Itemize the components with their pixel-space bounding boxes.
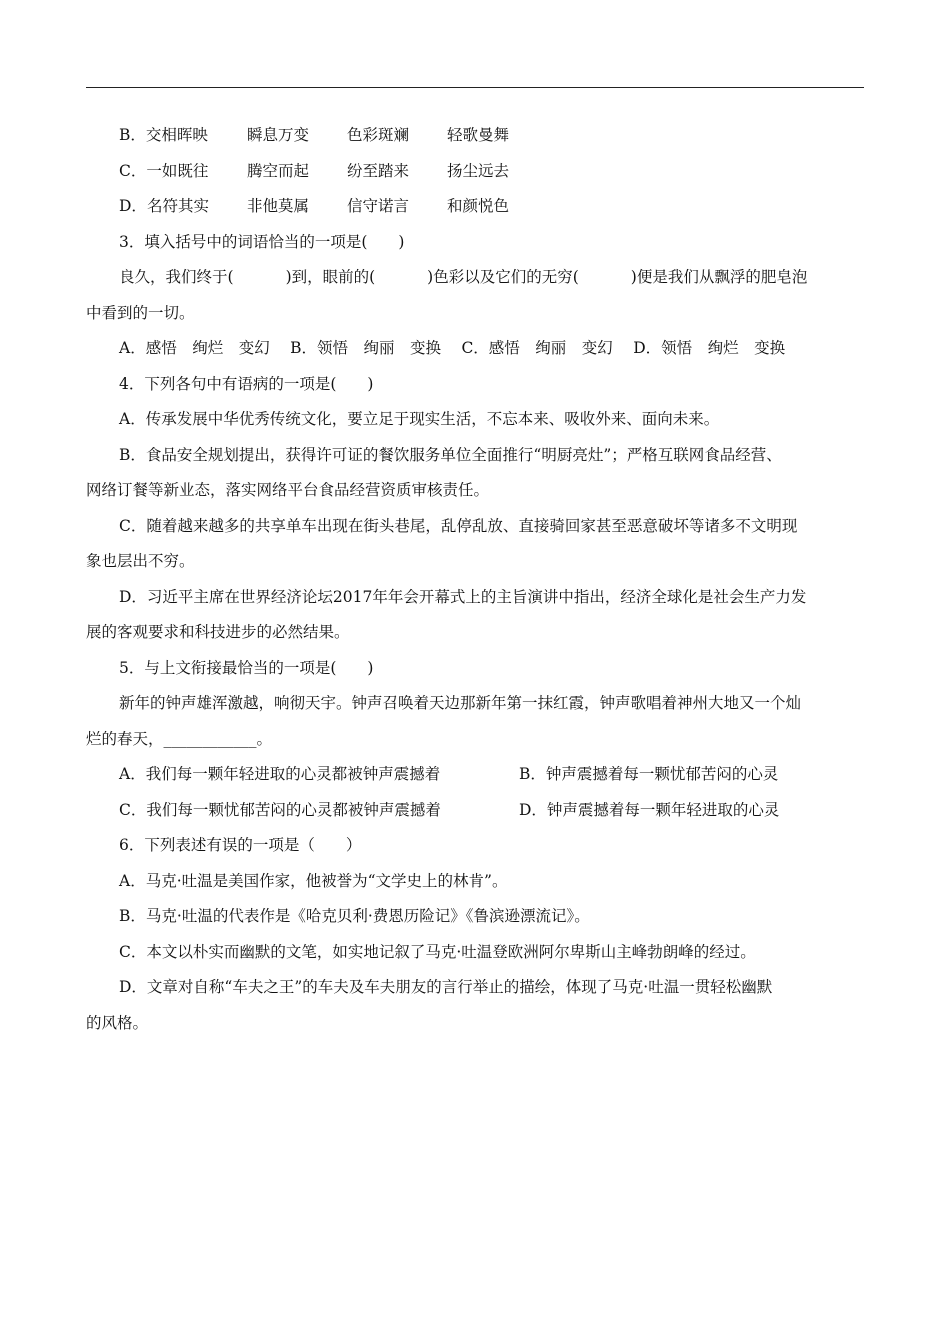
q5-options-row1 <box>86 757 864 793</box>
q3-options: A．感悟 绚烂 变幻 B．领悟 绚丽 变换 C．感悟 绚丽 变幻 D．领悟 绚烂 变换 <box>119 339 786 357</box>
header-rule <box>86 87 864 88</box>
q4-option-b-line1: B．食品安全规划提出，获得许可证的餐饮服务单位全面推行“明厨亮灶”；严格互联网食品经营、 <box>119 445 782 464</box>
q6-stem: 6．下列表述有误的一项是（ ） <box>119 836 362 854</box>
option-label: C． <box>119 161 147 180</box>
q5-option-a: A．我们每一颗年轻进取的心灵都被钟声震撼着 <box>119 765 441 783</box>
prev-option-c <box>86 154 864 190</box>
option-word: 轻歌曼舞 <box>447 126 510 144</box>
q3-passage-line2: 中看到的一切。 <box>86 303 195 322</box>
q4-option-b-line2: 网络订餐等新业态，落实网络平台食品经营资质审核责任。 <box>86 481 490 499</box>
option-word: 纷至踏来 <box>347 161 410 180</box>
prev-option-d <box>86 189 864 225</box>
q4-stem: 4．下列各句中有语病的一项是( ) <box>119 374 374 393</box>
q6-option-d-line2: 的风格。 <box>86 1013 149 1032</box>
q6-option-d-line1: D．文章对自称“车夫之王”的车夫及车夫朋友的言行举止的描绘，体现了马克·吐温一贯轻松幽默 <box>119 978 773 996</box>
q6-option-a: A．马克·吐温是美国作家，他被誉为“文学史上的林肯”。 <box>119 871 508 890</box>
q3-passage-part: )到，眼前的( <box>285 268 376 286</box>
option-word: 名符其实 <box>146 197 209 215</box>
option-label: B． <box>119 126 146 144</box>
q4-option-d-line1: D．习近平主席在世界经济论坛2017年年会开幕式上的主旨演讲中指出，经济全球化是社会生产力发 <box>119 587 807 606</box>
option-word: 色彩斑斓 <box>347 126 410 144</box>
q5-passage-line2: 烂的春天，____________。 <box>86 729 273 748</box>
q6-option-b: B．马克·吐温的代表作是《哈克贝利·费恩历险记》《鲁滨逊漂流记》。 <box>119 907 590 925</box>
q3-passage-part: )色彩以及它们的无穷( <box>427 268 579 286</box>
option-word: 信守诺言 <box>347 197 410 215</box>
q4-option-d-line2: 展的客观要求和科技进步的必然结果。 <box>86 623 350 641</box>
q5-options-row2 <box>86 793 864 829</box>
q6-option-c: C．本文以朴实而幽默的文笔，如实地记叙了马克·吐温登欧洲阿尔卑斯山主峰勃朗峰的经过。 <box>119 942 756 961</box>
option-word: 瞬息万变 <box>247 126 310 144</box>
option-word: 腾空而起 <box>247 161 310 180</box>
q5-option-d: D．钟声震撼着每一颗年轻进取的心灵 <box>519 800 780 819</box>
q3-stem: 3．填入括号中的词语恰当的一项是( ) <box>119 232 405 251</box>
q5-option-c: C．我们每一颗忧郁苦闷的心灵都被钟声震撼着 <box>119 800 441 819</box>
q3-passage-part: 良久，我们终于( <box>119 268 234 286</box>
q5-option-b: B．钟声震撼着每一颗忧郁苦闷的心灵 <box>519 765 779 783</box>
q3-passage-line1 <box>86 260 864 296</box>
option-word: 和颜悦色 <box>447 197 510 215</box>
q4-option-a: A．传承发展中华优秀传统文化，要立足于现实生活，不忘本来、吸收外来、面向未来。 <box>119 410 720 428</box>
option-label: D． <box>119 197 147 215</box>
option-word: 交相晖映 <box>145 126 208 144</box>
option-word: 非他莫属 <box>247 197 310 215</box>
q4-option-c-line2: 象也层出不穷。 <box>86 552 195 570</box>
worksheet-page <box>86 118 864 1041</box>
q5-passage-line1: 新年的钟声雄浑激越，响彻天宇。钟声召唤着天边那新年第一抹红霞，钟声歌唱着神州大地又一个灿 <box>119 694 802 712</box>
q4-option-c-line1: C．随着越来越多的共享单车出现在街头巷尾，乱停乱放、直接骑回家甚至恶意破坏等诸多不文明现 <box>119 516 798 535</box>
option-word: 扬尘远去 <box>447 161 510 180</box>
prev-option-b <box>86 118 864 154</box>
q5-stem: 5．与上文衔接最恰当的一项是( ) <box>119 658 374 677</box>
q3-passage-part: )便是我们从飘浮的肥皂泡 <box>630 268 808 286</box>
option-word: 一如既往 <box>146 161 209 180</box>
